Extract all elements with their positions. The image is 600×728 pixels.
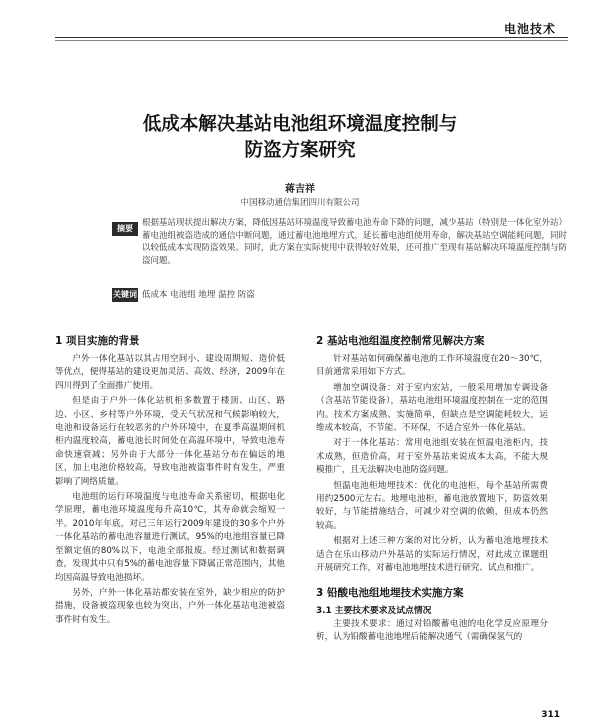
section-1-paragraph: 电池组的运行环境温度与电池寿命关系密切，根据电化学原理，蓄电池环境温度每升高10℃，其寿命就会缩短一半。2010年年底，对已三年运行2009年建设的30多个户外一体化基站的蓄电池容量进行测试，95%的电池组容量已降至额定值的80%以下，电池全部报废。经过测试和数据调查，发现其中只有5%的蓄电池容量下降属正常范围内，其他均因高温导致电池损坏。: [55, 492, 285, 583]
header-rule-secondary: [55, 40, 568, 41]
page-number: 311: [541, 710, 560, 720]
section-gap: [316, 578, 548, 586]
section-2-paragraph: 对于一体化基站：常用电池组安装在恒温电池柜内，技术成熟，但造价高，对于室外基站来说成本太高，不能大规模推广，且无法解决电池防盗问题。: [316, 438, 548, 476]
section-2-heading: 2 基站电池组温度控制常见解决方案: [316, 335, 485, 347]
section-1-paragraph: 另外，户外一体化基站都安装在室外，缺少相应的防护措施，设备被盗现象也较为突出，户外一体化基站电池被盗事件时有发生。: [55, 587, 285, 625]
author-affiliation: 中国移动通信集团四川有限公司: [240, 198, 360, 208]
keywords-text: 低成本 电池组 地埋 温控 防盗: [142, 290, 255, 300]
section-2-paragraph: 针对基站如何确保蓄电池的工作环境温度在20～30℃，目前通常采用如下方式。: [316, 354, 548, 378]
section-1-paragraph: 户外一体化基站以其占用空间小、建设周期短、造价低等优点，便得基站的建设更加灵活、高效、经济，2009年在四川得到了全面推广使用。: [55, 354, 285, 391]
section-label: 电池技术: [500, 20, 560, 37]
author-name: 蒋吉祥: [285, 184, 315, 195]
section-1-paragraph: 但是由于户外一体化站机柜多数置于楼顶、山区、路边、小区、乡村等户外环境，受天气状况和气候影响较大，电池和设备运行在较恶劣的户外环境中，在夏季高温期间机柜内温度较高，蓄电池长时间处在高温环境中，导致电池寿命快速衰减；另外由于大部分一体化基站分布在偏远的地区，加上电池价格较高，导致电池被盗事件时有发生，严重影响了网络质量。: [55, 396, 285, 487]
title-line-2: 防盗方案研究: [244, 140, 356, 161]
article-title: [60, 112, 540, 164]
running-header: [0, 0, 600, 42]
left-column: [55, 334, 285, 629]
abstract-tag: 摘要: [112, 222, 138, 236]
section-3-1-heading: 3.1 主要技术要求及试点情况: [316, 605, 432, 616]
section-1-heading: 1 项目实施的背景: [55, 335, 140, 347]
section-2-paragraph: 根据对上述三种方案的对比分析，认为蓄电池地埋技术适合在乐山移动户外基站的实际运行情况，对此成立课题组开展研究工作，对蓄电池地埋技术进行研究、试点和推广。: [316, 536, 548, 574]
abstract-text: 根据基站现状提出解决方案，降低因基站环境温度导致蓄电池寿命下降的问题，减少基站（特别是一体化室外站）蓄电池组被盗造成的通信中断问题，通过蓄电池地埋方式，延长蓄电池组使用寿命，解决基站空调能耗问题，同时以较低成本实现防盗效果。同时，此方案在实际使用中获得较好效果，还可推广至现有基站解决环境温度控制与防盗问题。: [142, 218, 568, 266]
section-3-paragraph: 主要技术要求：通过对铅酸蓄电池的电化学反应原理分析，认为铅酸蓄电池地埋后能解决通气（需确保氢气的: [316, 618, 548, 642]
section-2-paragraph: 恒温电池柜地埋技术：优化的电池柜，每个基站所需费用约2500元左右。地埋电池柜，蓄电池放置地下，防盗效果较好，与节能措施结合，可减少对空调的依赖，但成本仍然较高。: [316, 480, 548, 531]
title-line-1: 低成本解决基站电池组环境温度控制与: [142, 114, 458, 135]
right-column: [316, 334, 548, 646]
section-2-paragraph: 增加空调设备：对于室内宏站，一般采用增加专调设备（含基站节能设备），基站电池组环境温度控制在一定的范围内。技术方案成熟、实施简单，但缺点是空调能耗较大，运维成本较高，不节能、不环保，不适合室外一体化基站。: [316, 382, 548, 434]
section-3-heading: 3 铅酸电池组地埋技术实施方案: [316, 586, 464, 599]
header-rule: [55, 37, 568, 38]
keywords-tag: 关键词: [112, 288, 138, 302]
